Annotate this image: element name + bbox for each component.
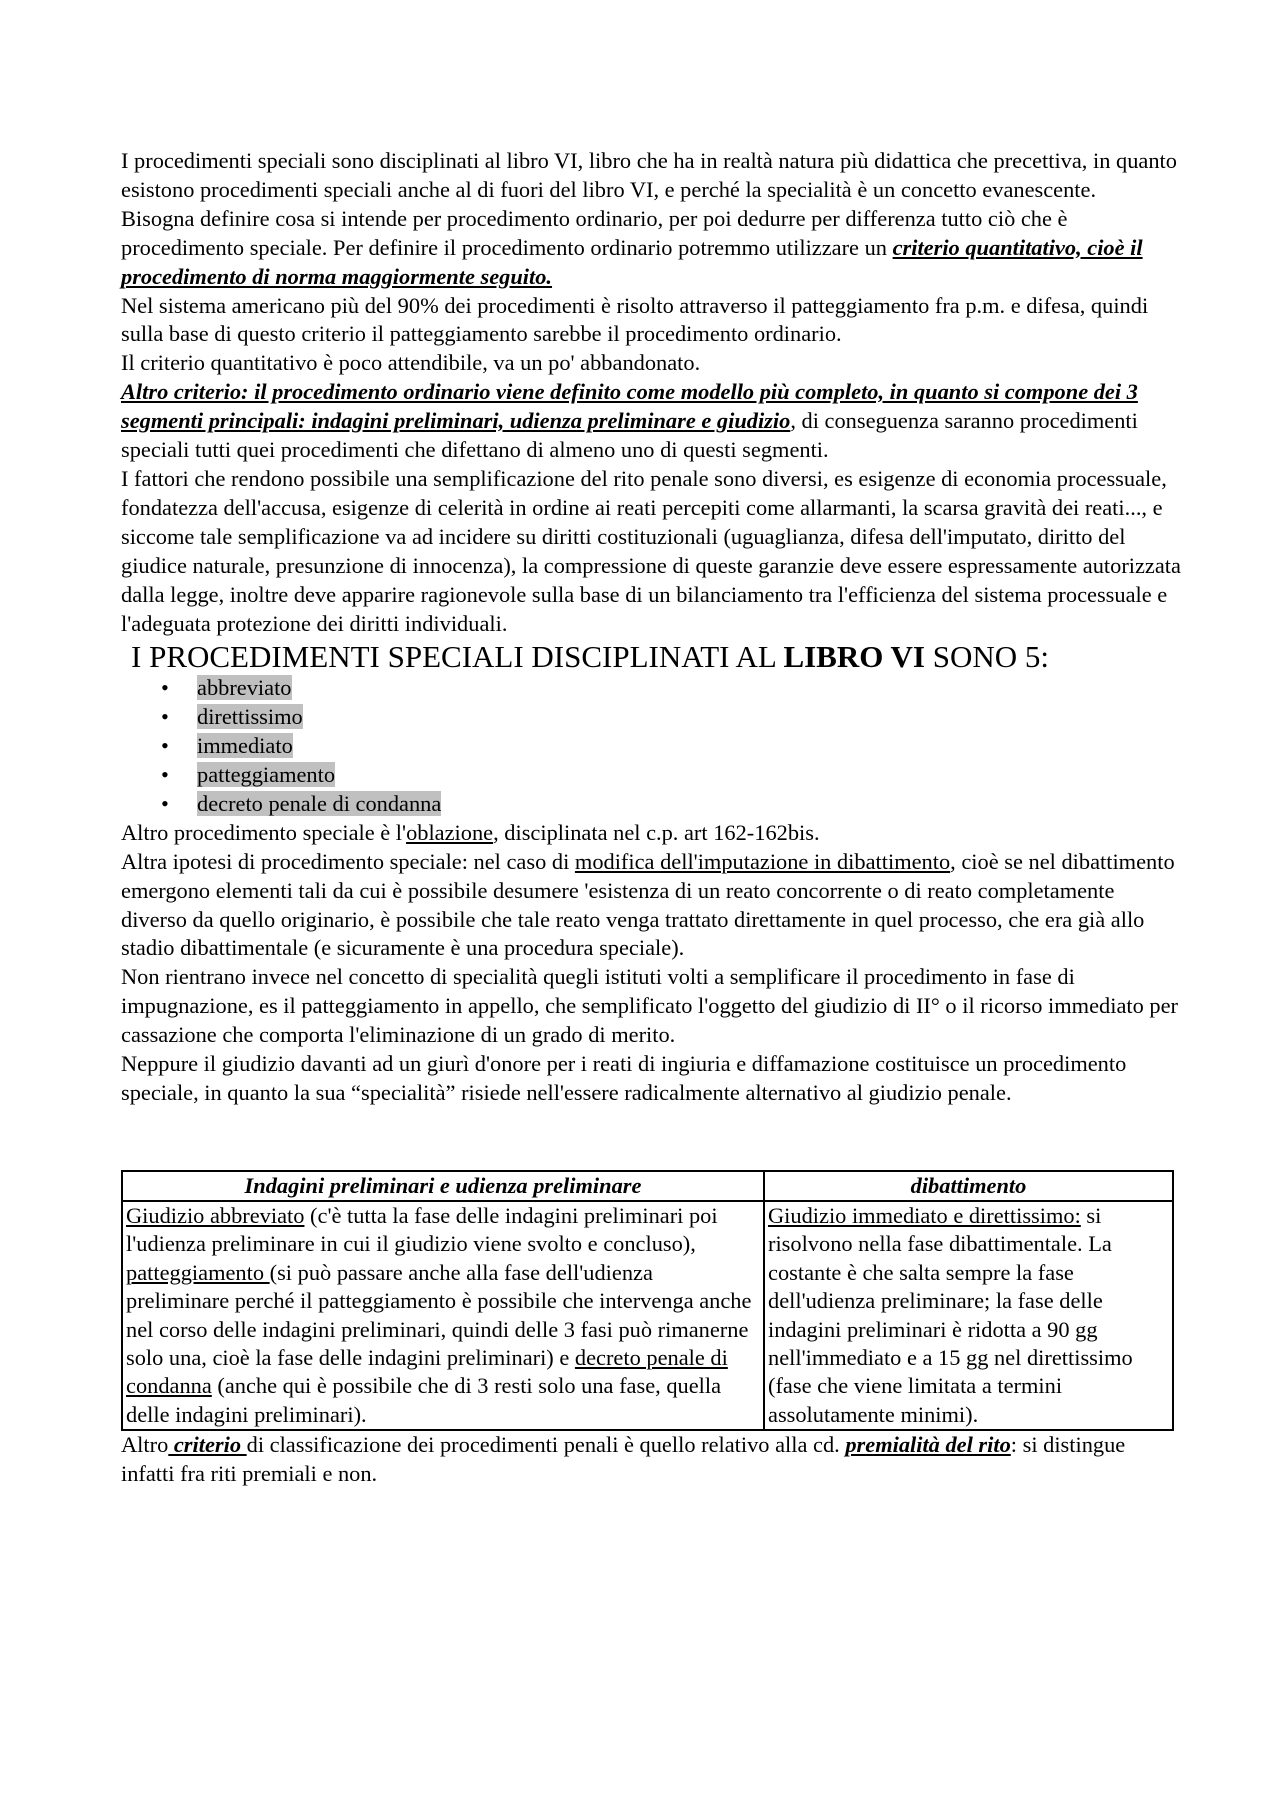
list-item-label: immediato bbox=[197, 733, 293, 759]
text-run: Altra ipotesi di procedimento speciale: nel caso di bbox=[121, 848, 575, 874]
emphasis-quantitative-criterion: criterio quantitativo, cioè il procedimento di norma maggiormente seguito. bbox=[121, 234, 1143, 289]
list-item-label: direttissimo bbox=[197, 704, 303, 730]
text-run: , cioè se nel dibattimento emergono elementi tali da cui è possibile desumere 'esistenza di un reato concorrente o di reato completamente diverso da quello originario, è possibile che tale reato venga trattato direttamente in quel processo, che era già allo stadio dibattimentale (e sicuramente è una procedura speciale). bbox=[121, 848, 1175, 961]
underlined-term: patteggiamento bbox=[126, 1259, 270, 1285]
bullet-icon: • bbox=[161, 733, 169, 759]
list-item bbox=[121, 703, 1181, 732]
bullet-icon: • bbox=[161, 762, 169, 788]
table-header-cell: dibattimento bbox=[764, 1171, 1173, 1201]
underlined-term: decreto penale di condanna bbox=[126, 1344, 728, 1399]
document-page bbox=[121, 147, 1181, 1489]
paragraph-premialita bbox=[121, 1431, 1181, 1489]
table-header-cell: Indagini preliminari e udienza preliminare bbox=[122, 1171, 764, 1201]
underlined-term: modifica dell'imputazione in dibattimento bbox=[574, 848, 951, 874]
list-item-label: abbreviato bbox=[197, 675, 292, 701]
paragraph-intro: I procedimenti speciali sono disciplinati al libro VI, libro che ha in realtà natura più didattica che precettiva, in quanto esistono procedimenti speciali anche al di fuori del libro VI, e perché la specialità è un concetto evanescente. bbox=[121, 148, 1177, 202]
special-procedures-list bbox=[121, 674, 1181, 818]
list-item bbox=[121, 761, 1181, 790]
section-heading bbox=[131, 640, 1181, 674]
table-cell-preliminary bbox=[122, 1201, 764, 1430]
paragraph-simplification-factors: I fattori che rendono possibile una semplificazione del rito penale sono diversi, es esigenze di economia processuale, fondatezza dell'accusa, esigenze di celerità in ordine ai reati percepiti come allarmanti, la scarsa gravità dei reati..., e siccome tale semplificazione va ad incidere su diritti costituzionali (uguaglianza, difesa dell'imputato, diritto del giudice naturale, presunzione di innocenza), la compressione di queste garanzie deve essere espressamente autorizzata dalla legge, inoltre deve apparire ragionevole sulla base di un bilanciamento tra l'efficienza del sistema processuale e l'adeguata protezione dei diritti individuali. bbox=[121, 465, 1181, 636]
underlined-term: Giudizio abbreviato bbox=[126, 1202, 305, 1228]
phases-table bbox=[121, 1170, 1174, 1431]
emphasis-criterio: criterio bbox=[168, 1432, 247, 1458]
heading-text: SONO 5: bbox=[925, 639, 1050, 675]
list-item-label: patteggiamento bbox=[197, 762, 336, 788]
text-run: , di conseguenza saranno procedimenti speciali tutti quei procedimenti che difettano di almeno uno di questi segmenti. bbox=[121, 408, 1138, 463]
paragraph-modifica-imputazione bbox=[121, 848, 1181, 964]
bullet-icon: • bbox=[161, 675, 169, 701]
paragraph-giuri-onore: Neppure il giudizio davanti ad un giurì d'onore per i reati di ingiuria e diffamazione costituisce un procedimento speciale, in quanto la sua “specialità” risiede nell'essere radicalmente alternativo al giudizio penale. bbox=[121, 1051, 1127, 1106]
text-run: si risolvono nella fase dibattimentale. La costante è che salta sempre la fase dell'udienza preliminare; la fase delle indagini preliminari è ridotta a 90 gg nell'immediato e a 15 gg nel direttissimo (fase che viene limitata a termini assolutamente minimi). bbox=[768, 1202, 1133, 1427]
table-cell-dibattimento bbox=[764, 1201, 1173, 1430]
emphasis-complete-model: Altro criterio: il procedimento ordinario viene definito come modello più completo, in quanto si compone dei 3 segmenti principali: indagini preliminari, udienza preliminare e giudizio bbox=[121, 379, 1138, 434]
text-run: , disciplinata nel c.p. art 162-162bis. bbox=[493, 819, 820, 845]
heading-text: I PROCEDIMENTI SPECIALI DISCIPLINATI AL bbox=[131, 639, 784, 675]
table-header-row bbox=[122, 1171, 1173, 1201]
list-item bbox=[121, 790, 1181, 819]
paragraph-american-system: Nel sistema americano più del 90% dei procedimenti è risolto attraverso il patteggiamento fra p.m. e difesa, quindi sulla base di questo criterio il patteggiamento sarebbe il procedimento ordinario. bbox=[121, 292, 1149, 347]
list-item bbox=[121, 674, 1181, 703]
text-run: (si può passare anche alla fase dell'udienza preliminare perché il patteggiamento è possibile che intervenga anche nel corso delle indagini preliminari, quindi delle 3 fasi può rimanerne solo una, cioè la fase delle indagini preliminari) e bbox=[126, 1259, 752, 1370]
list-item bbox=[121, 732, 1181, 761]
bullet-icon: • bbox=[161, 704, 169, 730]
paragraph-ordinary-definition bbox=[121, 205, 1181, 292]
spacer bbox=[121, 1108, 1181, 1170]
paragraph-impugnazione: Non rientrano invece nel concetto di specialità quegli istituti volti a semplificare il procedimento in fase di impugnazione, es il patteggiamento in appello, che semplificato l'oggetto del giudizio di II° o il ricorso immediato per cassazione che comporta l'eliminazione di un grado di merito. bbox=[121, 964, 1178, 1048]
text-run: Altro bbox=[121, 1432, 169, 1458]
text-run: : si distingue infatti fra riti premiali e non. bbox=[121, 1432, 1126, 1487]
heading-bold-text: LIBRO VI bbox=[783, 639, 925, 675]
bullet-icon: • bbox=[161, 790, 169, 816]
table-row bbox=[122, 1201, 1173, 1430]
text-run: Bisogna definire cosa si intende per procedimento ordinario, per poi dedurre per differenza tutto ciò che è procedimento speciale. Per definire il procedimento ordinario potremmo utilizzare un bbox=[121, 205, 1068, 260]
paragraph-criterion-unreliable: Il criterio quantitativo è poco attendibile, va un po' abbandonato. bbox=[121, 350, 701, 376]
paragraph-oblazione bbox=[121, 819, 1181, 848]
paragraph-other-criterion bbox=[121, 378, 1181, 465]
text-run: di classificazione dei procedimenti penali è quello relativo alla cd. bbox=[246, 1432, 846, 1458]
emphasis-premialita: premialità del rito bbox=[845, 1432, 1011, 1458]
underlined-term: Giudizio immediato e direttissimo: bbox=[768, 1202, 1081, 1228]
text-run: (c'è tutta la fase delle indagini preliminari poi l'udienza preliminare in cui il giudizio viene svolto e concluso), bbox=[126, 1202, 718, 1257]
underlined-term: oblazione bbox=[406, 819, 494, 845]
list-item-label: decreto penale di condanna bbox=[197, 790, 442, 816]
text-run: Altro procedimento speciale è l' bbox=[121, 819, 407, 845]
text-run: (anche qui è possibile che di 3 resti solo una fase, quella delle indagini preliminari). bbox=[126, 1373, 722, 1427]
